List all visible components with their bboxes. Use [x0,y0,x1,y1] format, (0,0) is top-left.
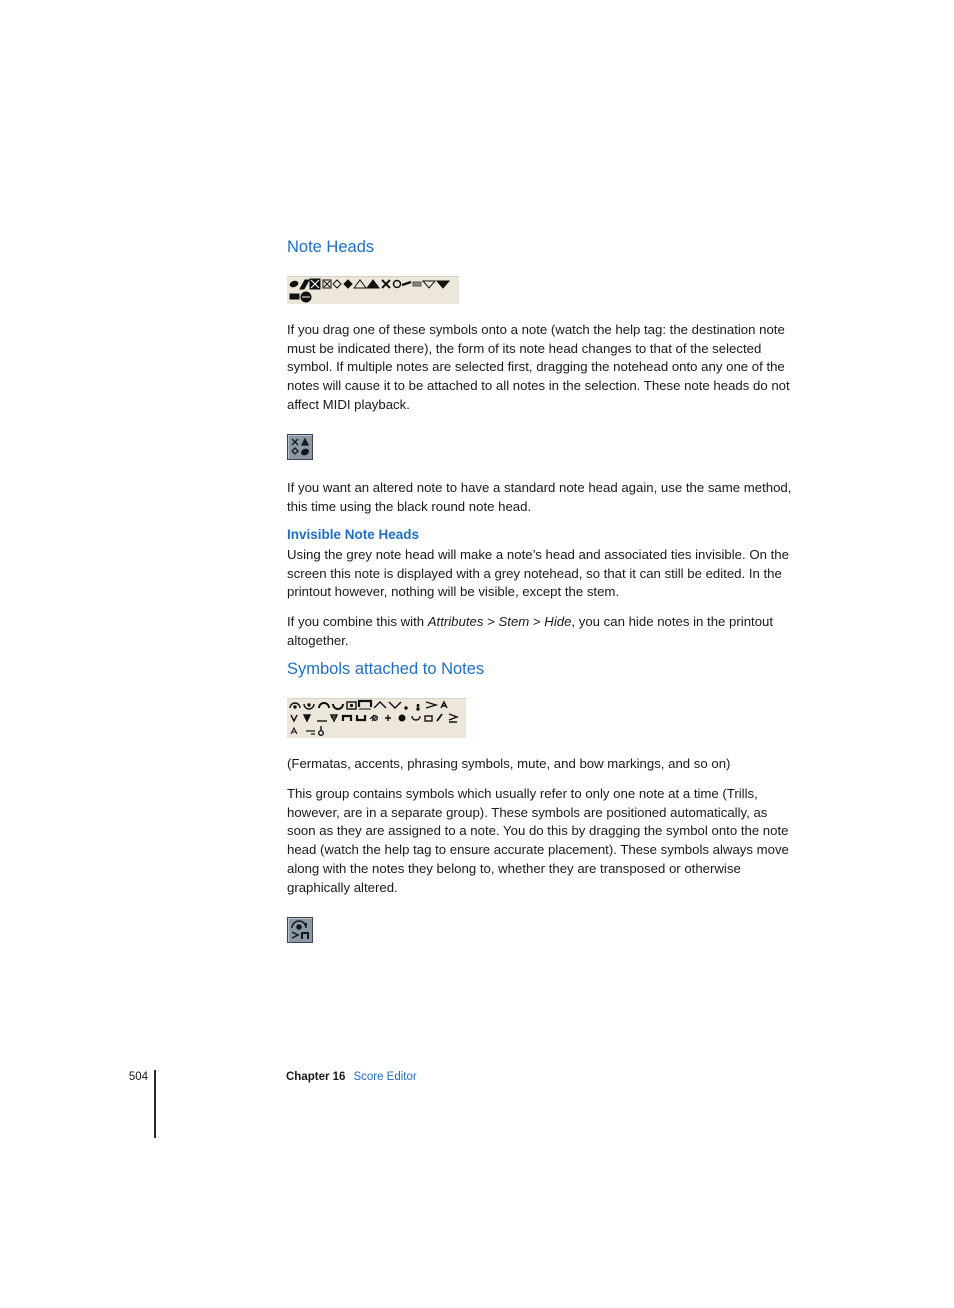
note-heads-body: If you drag one of these symbols onto a note (watch the help tag: the destination note must be indicated there), the form of its note head changes to that of the selected symbol. If multiple notes are selected first, dragging the notehead onto any one of the notes will cause it to be attached to all notes in the selection. These note heads do not affect MIDI playback. [287,322,790,412]
menu-path-attributes: Attributes [427,614,484,629]
note-heads-button[interactable] [287,434,313,460]
menu-path-separator: > [529,614,545,629]
invisible-note-heads-body: Using the grey note head will make a note’s head and associated ties invisible. On the screen this note is displayed with a grey notehead, so that it can still be edited. In the printout however, nothing will be visible, except the stem. [287,547,789,600]
menu-path-hide: Hide [544,614,572,629]
invisible-note-heads-body-2 [287,613,797,650]
note-heads-heading: Note Heads [287,238,375,256]
chapter-title-link[interactable]: Score Editor [353,1071,417,1083]
chapter-label: Chapter 16 [286,1071,346,1083]
text-run: If you combine this with [287,614,428,629]
invisible-note-heads-heading: Invisible Note Heads [287,527,420,542]
page-number: 504 [128,1071,148,1083]
text-run: , you can hide notes in the printout altogether. [287,614,774,648]
chapter-reference [286,1070,417,1084]
note-heads-palette[interactable] [287,276,459,304]
symbols-palette-icon [287,699,466,738]
symbols-heading: Symbols attached to Notes [287,660,485,678]
note-heads-button-icon [288,435,312,459]
footer-divider [154,1070,156,1138]
note-heads-body-2: If you want an altered note to have a standard note head again, use the same method, this time using the black round note head. [287,480,792,514]
symbols-button-icon [288,918,312,942]
symbols-caption: (Fermatas, accents, phrasing symbols, mute, and bow markings, and so on) [287,756,731,771]
menu-path-separator: > [483,614,499,629]
symbols-body: This group contains symbols which usually refer to only one note at a time (Trills, however, are in a separate group). These symbols are positioned automatically, as soon as they are assigned to a note. You do this by dragging the symbol onto the note head (watch the help tag to ensure accurate placement). These symbols always move along with the notes they belong to, whether they are transposed or otherwise graphically altered. [287,786,789,895]
note-heads-palette-icon [287,277,459,304]
menu-path-stem: Stem [498,614,530,629]
symbols-palette[interactable] [287,698,466,738]
symbols-button[interactable] [287,917,313,943]
